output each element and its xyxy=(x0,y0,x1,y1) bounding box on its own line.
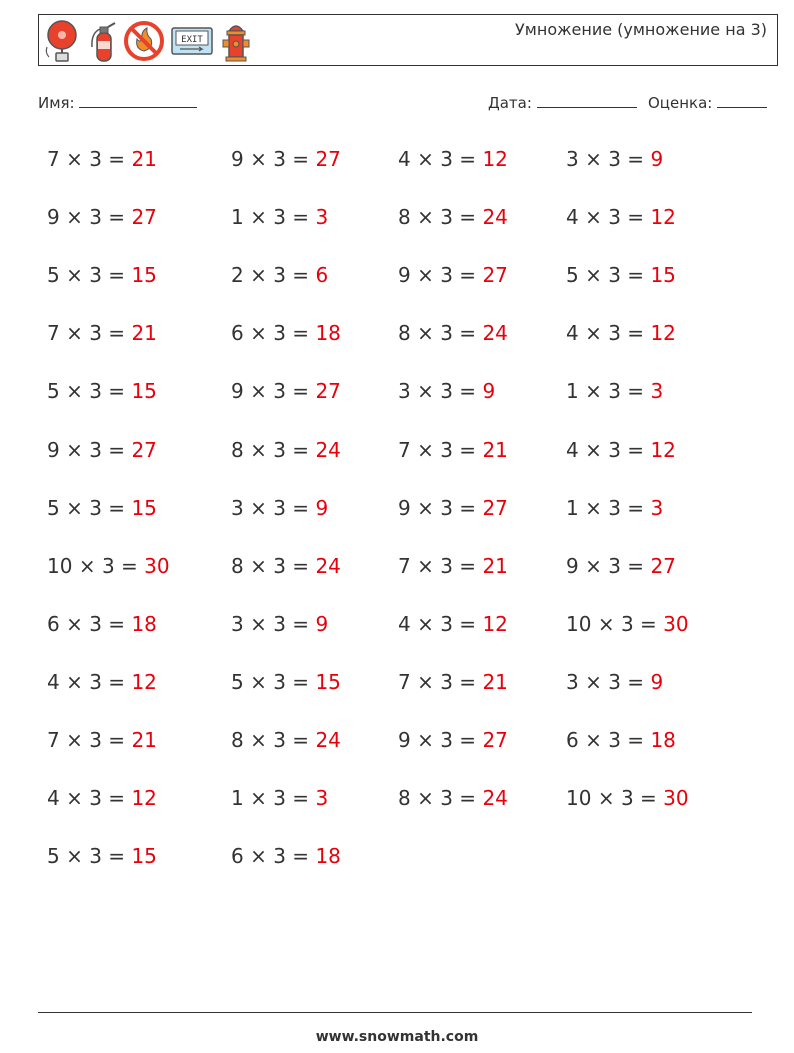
factor-b: 3 xyxy=(101,553,115,578)
factor-b: 3 xyxy=(608,669,621,694)
factor-a: 5 xyxy=(47,379,60,404)
factor-b: 3 xyxy=(440,321,453,346)
answer: 30 xyxy=(663,611,689,636)
footer-website[interactable]: www.snowmath.com xyxy=(315,1029,479,1045)
times-sign: × xyxy=(597,611,615,636)
factor-a: 9 xyxy=(566,553,579,578)
answer: 27 xyxy=(482,728,508,752)
factor-b: 3 xyxy=(440,379,453,404)
factor-b: 3 xyxy=(89,379,102,404)
factor-b: 3 xyxy=(608,321,621,346)
grade-label: Оценка: xyxy=(648,94,713,112)
factor-a: 2 xyxy=(231,263,244,288)
problem-item: 8 × 3 = 24 xyxy=(231,553,341,578)
factor-b: 3 xyxy=(608,205,621,230)
factor-b: 3 xyxy=(440,263,453,288)
problem-item: 4 × 3 = 12 xyxy=(566,321,676,346)
times-sign: × xyxy=(66,611,83,636)
factor-a: 8 xyxy=(398,321,411,346)
factor-b: 3 xyxy=(608,147,621,171)
problem-item: 5 × 3 = 15 xyxy=(47,263,157,288)
times-sign: × xyxy=(585,728,602,752)
factor-b: 3 xyxy=(440,205,453,230)
factor-a: 5 xyxy=(47,495,60,520)
answer: 21 xyxy=(131,728,157,752)
grade-field[interactable] xyxy=(648,93,767,112)
problem-item: 4 × 3 = 12 xyxy=(47,786,157,811)
times-sign: × xyxy=(417,786,434,811)
problem-item: 8 × 3 = 24 xyxy=(398,321,508,346)
problem-item: 7 × 3 = 21 xyxy=(47,147,157,171)
answer: 27 xyxy=(482,263,508,288)
problem-item: 9 × 3 = 27 xyxy=(398,263,508,288)
factor-a: 7 xyxy=(47,147,60,171)
factor-a: 9 xyxy=(398,495,411,520)
name-label: Имя: xyxy=(38,94,75,112)
exit-sign-icon xyxy=(170,19,214,63)
answer: 12 xyxy=(482,147,508,171)
factor-b: 3 xyxy=(608,495,621,520)
problem-item: 5 × 3 = 15 xyxy=(231,669,341,694)
factor-a: 10 xyxy=(47,553,73,578)
times-sign: × xyxy=(66,728,83,752)
answer: 18 xyxy=(650,728,676,752)
factor-a: 8 xyxy=(231,437,244,462)
answer: 9 xyxy=(650,669,664,694)
times-sign: × xyxy=(250,379,267,404)
factor-b: 3 xyxy=(273,437,286,462)
answer: 24 xyxy=(482,321,508,346)
date-field[interactable] xyxy=(488,93,637,112)
times-sign: × xyxy=(66,379,83,404)
fire-hydrant-icon xyxy=(219,19,253,63)
footer-divider xyxy=(38,1012,752,1013)
factor-b: 3 xyxy=(89,495,102,520)
answer: 30 xyxy=(663,786,689,811)
factor-a: 4 xyxy=(47,669,60,694)
factor-a: 7 xyxy=(398,437,411,462)
factor-a: 4 xyxy=(47,786,60,811)
worksheet-title: Умножение (умножение на 3) xyxy=(515,20,767,39)
times-sign: × xyxy=(66,786,83,811)
answer: 3 xyxy=(315,205,329,230)
factor-a: 9 xyxy=(398,728,411,752)
answer: 9 xyxy=(482,379,496,404)
factor-b: 3 xyxy=(273,669,286,694)
problem-item: 5 × 3 = 15 xyxy=(47,495,157,520)
times-sign: × xyxy=(250,263,267,288)
problem-item: 3 × 3 = 9 xyxy=(231,611,329,636)
problem-item: 9 × 3 = 27 xyxy=(231,379,341,404)
factor-b: 3 xyxy=(608,437,621,462)
times-sign: × xyxy=(250,321,267,346)
answer: 24 xyxy=(315,553,341,578)
factor-b: 3 xyxy=(273,321,286,346)
answer: 21 xyxy=(482,553,508,578)
answer: 12 xyxy=(650,437,676,462)
problem-item: 9 × 3 = 27 xyxy=(566,553,676,578)
problem-item: 7 × 3 = 21 xyxy=(398,437,508,462)
times-sign: × xyxy=(417,669,434,694)
answer: 27 xyxy=(315,379,341,404)
answer: 30 xyxy=(144,553,170,578)
factor-a: 1 xyxy=(231,786,244,811)
problem-item: 4 × 3 = 12 xyxy=(398,611,508,636)
factor-a: 3 xyxy=(566,147,579,171)
answer: 21 xyxy=(482,437,508,462)
problem-item: 10 × 3 = 30 xyxy=(47,553,170,578)
factor-a: 9 xyxy=(47,437,60,462)
answer: 3 xyxy=(315,786,329,811)
factor-b: 3 xyxy=(608,263,621,288)
factor-b: 3 xyxy=(89,147,102,171)
problem-item: 1 × 3 = 3 xyxy=(566,379,664,404)
factor-a: 7 xyxy=(398,553,411,578)
answer: 12 xyxy=(131,786,157,811)
times-sign: × xyxy=(597,786,615,811)
answer: 3 xyxy=(650,495,664,520)
factor-b: 3 xyxy=(89,321,102,346)
problem-item: 4 × 3 = 12 xyxy=(398,147,508,171)
problem-item: 3 × 3 = 9 xyxy=(398,379,496,404)
times-sign: × xyxy=(250,844,267,869)
factor-b: 3 xyxy=(608,553,621,578)
factor-a: 9 xyxy=(231,379,244,404)
answer: 15 xyxy=(315,669,341,694)
problem-item: 7 × 3 = 21 xyxy=(47,728,157,752)
answer: 27 xyxy=(482,495,508,520)
times-sign: × xyxy=(585,437,602,462)
times-sign: × xyxy=(585,147,602,171)
times-sign: × xyxy=(417,553,434,578)
times-sign: × xyxy=(66,205,83,230)
problem-item: 7 × 3 = 21 xyxy=(398,553,508,578)
factor-b: 3 xyxy=(89,844,102,869)
factor-b: 3 xyxy=(440,728,453,752)
times-sign: × xyxy=(250,147,267,171)
factor-a: 6 xyxy=(231,321,244,346)
name-blank-line[interactable] xyxy=(79,93,197,108)
factor-a: 9 xyxy=(231,147,244,171)
fire-alarm-bell-icon xyxy=(43,19,81,63)
times-sign: × xyxy=(417,263,434,288)
times-sign: × xyxy=(66,147,83,171)
answer: 21 xyxy=(131,147,157,171)
answer: 6 xyxy=(315,263,329,288)
times-sign: × xyxy=(585,669,602,694)
problem-item: 1 × 3 = 3 xyxy=(231,205,329,230)
problem-item: 3 × 3 = 9 xyxy=(566,147,664,171)
problem-item: 10 × 3 = 30 xyxy=(566,611,689,636)
answer: 12 xyxy=(650,205,676,230)
problem-item: 5 × 3 = 15 xyxy=(566,263,676,288)
times-sign: × xyxy=(250,553,267,578)
problem-item: 9 × 3 = 27 xyxy=(47,437,157,462)
factor-a: 1 xyxy=(566,495,579,520)
factor-a: 10 xyxy=(566,611,592,636)
times-sign: × xyxy=(250,728,267,752)
times-sign: × xyxy=(417,437,434,462)
factor-a: 1 xyxy=(231,205,244,230)
factor-a: 3 xyxy=(231,495,244,520)
answer: 15 xyxy=(131,379,157,404)
factor-b: 3 xyxy=(89,437,102,462)
times-sign: × xyxy=(417,728,434,752)
factor-a: 8 xyxy=(398,786,411,811)
times-sign: × xyxy=(417,147,434,171)
factor-b: 3 xyxy=(273,495,286,520)
problem-item: 5 × 3 = 15 xyxy=(47,844,157,869)
factor-b: 3 xyxy=(608,379,621,404)
times-sign: × xyxy=(585,205,602,230)
factor-a: 9 xyxy=(398,263,411,288)
factor-a: 7 xyxy=(398,669,411,694)
exit-sign-text: EXIT xyxy=(181,35,203,45)
times-sign: × xyxy=(250,669,267,694)
factor-b: 3 xyxy=(620,611,634,636)
factor-b: 3 xyxy=(273,379,286,404)
factor-a: 7 xyxy=(47,728,60,752)
times-sign: × xyxy=(585,263,602,288)
answer: 27 xyxy=(650,553,676,578)
factor-a: 3 xyxy=(398,379,411,404)
factor-b: 3 xyxy=(273,728,286,752)
factor-a: 9 xyxy=(47,205,60,230)
answer: 15 xyxy=(131,844,157,869)
factor-a: 6 xyxy=(231,844,244,869)
header-icons xyxy=(43,19,253,63)
factor-b: 3 xyxy=(89,263,102,288)
problem-item: 9 × 3 = 27 xyxy=(231,147,341,171)
problem-item: 6 × 3 = 18 xyxy=(231,321,341,346)
factor-b: 3 xyxy=(440,553,453,578)
times-sign: × xyxy=(78,553,96,578)
factor-b: 3 xyxy=(440,147,453,171)
problem-item: 7 × 3 = 21 xyxy=(47,321,157,346)
answer: 21 xyxy=(482,669,508,694)
answer: 24 xyxy=(482,786,508,811)
answer: 18 xyxy=(131,611,157,636)
factor-b: 3 xyxy=(89,205,102,230)
problem-item: 7 × 3 = 21 xyxy=(398,669,508,694)
times-sign: × xyxy=(417,379,434,404)
problem-item: 8 × 3 = 24 xyxy=(231,437,341,462)
problem-item: 4 × 3 = 12 xyxy=(47,669,157,694)
factor-a: 5 xyxy=(47,263,60,288)
factor-b: 3 xyxy=(440,786,453,811)
times-sign: × xyxy=(250,786,267,811)
times-sign: × xyxy=(66,495,83,520)
factor-b: 3 xyxy=(440,669,453,694)
answer: 12 xyxy=(131,669,157,694)
answer: 15 xyxy=(131,495,157,520)
times-sign: × xyxy=(585,495,602,520)
factor-a: 8 xyxy=(231,553,244,578)
factor-b: 3 xyxy=(89,611,102,636)
factor-b: 3 xyxy=(620,786,634,811)
date-label: Дата: xyxy=(488,94,532,112)
times-sign: × xyxy=(585,321,602,346)
factor-a: 4 xyxy=(398,611,411,636)
problem-item: 4 × 3 = 12 xyxy=(566,437,676,462)
times-sign: × xyxy=(417,611,434,636)
answer: 15 xyxy=(131,263,157,288)
factor-b: 3 xyxy=(89,728,102,752)
times-sign: × xyxy=(417,321,434,346)
factor-b: 3 xyxy=(273,205,286,230)
times-sign: × xyxy=(250,205,267,230)
factor-b: 3 xyxy=(89,669,102,694)
factor-a: 4 xyxy=(398,147,411,171)
answer: 9 xyxy=(315,611,329,636)
factor-a: 5 xyxy=(47,844,60,869)
name-field[interactable] xyxy=(38,93,197,112)
times-sign: × xyxy=(417,205,434,230)
factor-a: 4 xyxy=(566,437,579,462)
times-sign: × xyxy=(66,321,83,346)
times-sign: × xyxy=(66,437,83,462)
factor-b: 3 xyxy=(273,147,286,171)
problem-item: 8 × 3 = 24 xyxy=(398,205,508,230)
answer: 24 xyxy=(482,205,508,230)
problem-item: 8 × 3 = 24 xyxy=(231,728,341,752)
problem-item: 9 × 3 = 27 xyxy=(398,728,508,752)
answer: 18 xyxy=(315,844,341,869)
times-sign: × xyxy=(250,495,267,520)
times-sign: × xyxy=(417,495,434,520)
factor-b: 3 xyxy=(608,728,621,752)
factor-a: 3 xyxy=(566,669,579,694)
problem-item: 9 × 3 = 27 xyxy=(398,495,508,520)
answer: 27 xyxy=(315,147,341,171)
answer: 27 xyxy=(131,437,157,462)
factor-a: 5 xyxy=(566,263,579,288)
times-sign: × xyxy=(585,379,602,404)
times-sign: × xyxy=(66,669,83,694)
factor-a: 6 xyxy=(566,728,579,752)
factor-a: 7 xyxy=(47,321,60,346)
answer: 24 xyxy=(315,437,341,462)
answer: 12 xyxy=(482,611,508,636)
answer: 24 xyxy=(315,728,341,752)
factor-a: 4 xyxy=(566,205,579,230)
problem-item: 1 × 3 = 3 xyxy=(566,495,664,520)
times-sign: × xyxy=(66,263,83,288)
answer: 9 xyxy=(650,147,664,171)
factor-a: 4 xyxy=(566,321,579,346)
factor-a: 3 xyxy=(231,611,244,636)
factor-a: 6 xyxy=(47,611,60,636)
answer: 18 xyxy=(315,321,341,346)
factor-b: 3 xyxy=(273,611,286,636)
answer: 3 xyxy=(650,379,664,404)
problem-item: 10 × 3 = 30 xyxy=(566,786,689,811)
factor-b: 3 xyxy=(273,844,286,869)
factor-b: 3 xyxy=(273,786,286,811)
factor-b: 3 xyxy=(440,611,453,636)
fire-extinguisher-icon xyxy=(86,19,118,63)
answer: 21 xyxy=(131,321,157,346)
problem-item: 1 × 3 = 3 xyxy=(231,786,329,811)
factor-a: 8 xyxy=(231,728,244,752)
problem-item: 3 × 3 = 9 xyxy=(231,495,329,520)
factor-b: 3 xyxy=(89,786,102,811)
times-sign: × xyxy=(250,437,267,462)
answer: 27 xyxy=(131,205,157,230)
problem-item: 8 × 3 = 24 xyxy=(398,786,508,811)
problem-item: 2 × 3 = 6 xyxy=(231,263,329,288)
problem-item: 6 × 3 = 18 xyxy=(566,728,676,752)
times-sign: × xyxy=(250,611,267,636)
problem-item: 5 × 3 = 15 xyxy=(47,379,157,404)
date-blank-line[interactable] xyxy=(537,93,637,108)
problem-item: 4 × 3 = 12 xyxy=(566,205,676,230)
grade-blank-line[interactable] xyxy=(717,93,767,108)
factor-a: 5 xyxy=(231,669,244,694)
problem-item: 6 × 3 = 18 xyxy=(231,844,341,869)
factor-b: 3 xyxy=(273,263,286,288)
header-box xyxy=(38,14,778,66)
answer: 15 xyxy=(650,263,676,288)
factor-a: 10 xyxy=(566,786,592,811)
times-sign: × xyxy=(66,844,83,869)
factor-b: 3 xyxy=(440,437,453,462)
problem-item: 9 × 3 = 27 xyxy=(47,205,157,230)
factor-a: 1 xyxy=(566,379,579,404)
factor-a: 8 xyxy=(398,205,411,230)
times-sign: × xyxy=(585,553,602,578)
no-fire-sign-icon xyxy=(123,19,165,63)
problem-item: 3 × 3 = 9 xyxy=(566,669,664,694)
factor-b: 3 xyxy=(440,495,453,520)
problem-item: 6 × 3 = 18 xyxy=(47,611,157,636)
factor-b: 3 xyxy=(273,553,286,578)
answer: 12 xyxy=(650,321,676,346)
answer: 9 xyxy=(315,495,329,520)
